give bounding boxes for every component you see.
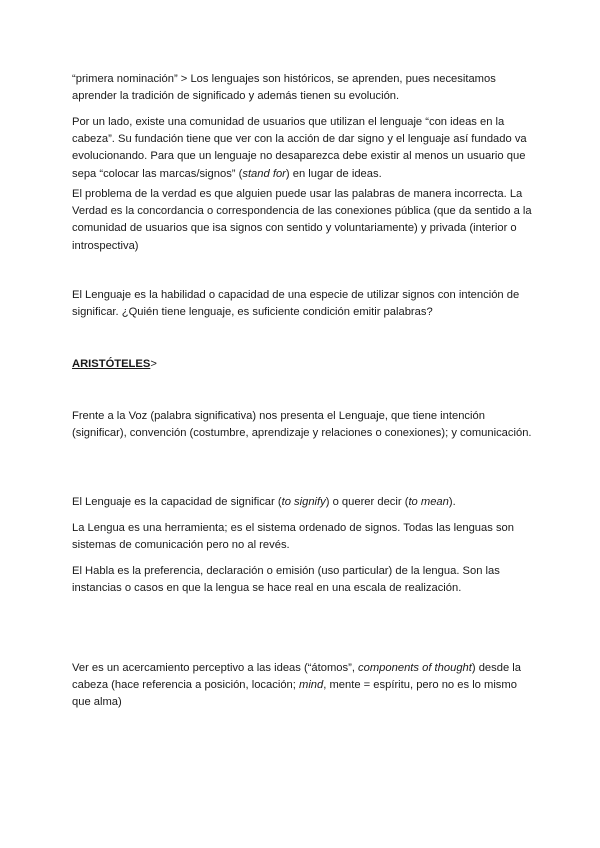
emphasis-to-signify: to signify [281, 496, 326, 508]
emphasis-components-of-thought: components of thought [358, 662, 472, 674]
paragraph-text: ) desde la cabeza (hace referencia a posición, locación; [72, 662, 522, 692]
paragraph-lengua-herramienta: La Lengua es una herramienta; es el sistema ordenado de signos. Todas las lenguas son sistemas de comunicación pero no al revés. [72, 522, 514, 552]
emphasis-mind: mind [299, 679, 324, 692]
paragraph-problema-verdad: El problema de la verdad es que alguien puede usar las palabras de manera incorrecta. La Verdad es la concordancia o correspondencia de las conexiones pública (que da sentido a la comunidad de usuarios que isa signos con sentido y voluntariamente) y privada (interior o introspectiva) [72, 188, 532, 252]
paragraph-text: Por un lado, existe una comunidad de usuarios que utilizan el lenguaje “con ideas en la cabeza”. Su fundación tiene que ver con la acción de dar signo y el lenguaje así fundado va evolucionando. Para que un lenguaje no desaparezca debe existir al menos un usuario que sepa “colocar las marcas/signos” ( [72, 116, 527, 180]
paragraph-voz-lenguaje: Frente a la Voz (palabra significativa) nos presenta el Lenguaje, que tiene intención (significar), convención (costumbre, aprendizaje y relaciones o conexiones); y comunicación. [72, 410, 532, 440]
paragraph-ver [72, 660, 532, 712]
emphasis-stand-for: stand for [242, 167, 286, 180]
paragraph-text: , mente = espíritu, pero no es lo mismo que alma) [72, 679, 517, 709]
paragraph-text: ) o querer decir ( [325, 496, 409, 508]
paragraph-lenguaje-habilidad: El Lenguaje es la habilidad o capacidad de una especie de utilizar signos con intención de significar. ¿Quién tiene lenguaje, es suficiente condición emitir palabras? [72, 289, 520, 319]
paragraph-comunidad-usuarios [72, 114, 532, 183]
section-heading [72, 356, 157, 373]
heading-arrow: > [150, 358, 157, 370]
paragraph-text: ). [448, 496, 456, 508]
paragraph-text: Ver es un acercamiento perceptivo a las ideas (“átomos”, [72, 662, 359, 674]
paragraph-lenguaje-capacidad [72, 494, 532, 511]
paragraph-text: El Lenguaje es la capacidad de significar ( [72, 496, 282, 508]
paragraph-habla: El Habla es la preferencia, declaración o emisión (uso particular) de la lengua. Son las instancias o casos en que la lengua se hace real en una escala de realización. [72, 565, 500, 595]
emphasis-to-mean: to mean [408, 496, 449, 508]
heading-aristoteles: ARISTÓTELES [72, 358, 151, 370]
paragraph-primera-nominacion: “primera nominación” > Los lenguajes son históricos, se aprenden, pues necesitamos aprender la tradición de significado y además tienen su evolución. [72, 73, 496, 103]
paragraph-text: ) en lugar de ideas. [285, 167, 382, 180]
